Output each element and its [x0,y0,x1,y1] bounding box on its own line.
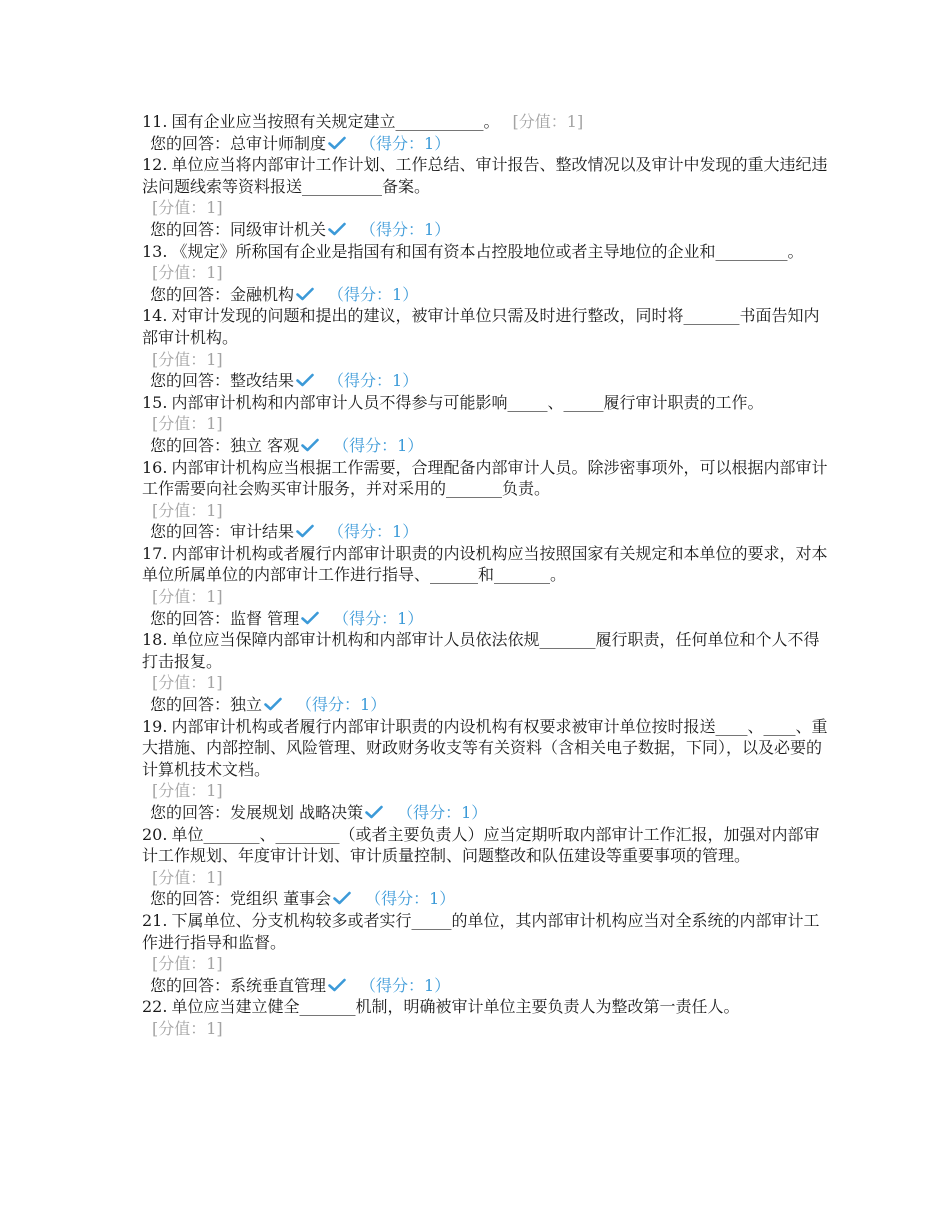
answer-prefix: 您的回答： [150,219,231,239]
points-label: （得分：1） [360,133,451,153]
answer-value: 金融机构 [230,284,295,304]
score-label: [分值：1] [152,1018,223,1038]
question-block [142,392,832,457]
question-block [142,457,832,543]
check-icon [296,373,314,387]
answer-prefix: 您的回答： [150,608,231,628]
points-label: （得分：1） [296,695,387,715]
answer-value: 审计结果 [230,522,295,542]
answer-line [142,435,832,457]
question-block [142,154,832,240]
answer-line [142,975,832,997]
question-block [142,111,832,154]
answer-prefix: 您的回答： [150,133,231,153]
question-number: 14. [142,306,168,326]
answer-line [142,694,832,716]
check-icon [301,611,319,625]
question-number: 22. [142,997,168,1017]
question-block [142,996,832,1039]
question-text [142,910,832,953]
question-text [142,392,832,414]
question-body: 单位应当保障内部审计机构和内部审计人员依法依规_______履行职责，任何单位和个人不得打击报复。 [142,630,820,671]
question-text [142,241,832,263]
answer-value: 独立 客观 [230,435,300,455]
score-label: [分值：1] [507,112,584,131]
answer-prefix: 您的回答： [150,803,231,822]
score-label: [分值：1] [152,349,223,369]
score-label: [分值：1] [152,673,223,693]
answer-line [142,133,832,155]
points-label: （得分：1） [365,889,456,909]
question-number: 20. [142,824,168,844]
question-body: 《规定》所称国有企业是指国有和国有资本占控股地位或者主导地位的企业和_________。 [171,241,804,261]
points-label: （得分：1） [333,435,424,455]
question-number: 11. [142,112,168,131]
question-number: 18. [142,630,168,650]
question-body: 单位_______、________（或者主要负责人）应当定期听取内部审计工作汇报，加强对内部审计工作规划、年度审计计划、审计质量控制、问题整改和队伍建设等重要事项的管理。 [142,824,820,866]
answer-line [142,370,832,392]
question-block [142,629,832,715]
question-block [142,910,832,996]
answer-line [142,608,832,630]
question-body: 内部审计机构应当根据工作需要，合理配备内部审计人员。除涉密事项外，可以根据内部审计工作需要向社会购买审计服务，并对采用的_______负责。 [142,457,828,499]
check-icon [264,697,282,711]
answer-line [142,521,832,543]
answer-value: 整改结果 [230,371,295,391]
question-text [142,996,832,1018]
score-label: [分值：1] [152,954,223,974]
question-number: 21. [142,910,168,930]
question-body: 国有企业应当按照有关规定建立___________。 [171,112,500,131]
question-body: 下属单位、分支机构较多或者实行_____的单位，其内部审计机构应当对全系统的内部审计工作进行指导和监督。 [142,910,820,952]
points-label: （得分：1） [333,608,424,628]
score-label: [分值：1] [152,781,223,801]
question-block [142,716,832,824]
score-label: [分值：1] [152,414,223,434]
question-block [142,824,832,910]
question-body: 内部审计机构和内部审计人员不得参与可能影响_____、_____履行审计职责的工作。 [171,392,764,412]
question-number: 12. [142,155,168,175]
check-icon [296,524,314,538]
score-label: [分值：1] [152,867,223,887]
question-body: 单位应当将内部审计工作计划、工作总结、审计报告、整改情况以及审计中发现的重大违纪违法问题线索等资料报送__________备案。 [142,155,828,196]
score-label: [分值：1] [152,500,223,520]
question-body: 内部审计机构或者履行内部审计职责的内设机构有权要求被审计单位按时报送____、____、重大措施、内部控制、风险管理、财政财务收支等有关资料（含相关电子数据，下同），以及必要的计算机技术文档。 [142,716,828,779]
check-icon [365,805,383,819]
answer-value: 监督 管理 [230,608,300,628]
answer-prefix: 您的回答： [150,371,231,391]
answer-value: 同级审计机关 [230,219,327,239]
question-number: 13. [142,241,168,261]
answer-value: 总审计师制度 [230,133,327,153]
answer-value: 发展规划 战略决策 [230,803,364,822]
question-number: 16. [142,457,168,477]
question-text [142,824,832,867]
points-label: （得分：1） [360,975,451,995]
answer-prefix: 您的回答： [150,284,231,304]
check-icon [333,891,351,905]
answer-prefix: 您的回答： [150,522,231,542]
answer-line [142,802,832,824]
points-label: （得分：1） [397,803,488,822]
question-text [142,111,832,133]
answer-prefix: 您的回答： [150,975,231,995]
check-icon [328,136,346,150]
answer-value: 系统垂直管理 [230,975,327,995]
answer-line [142,284,832,306]
question-body: 对审计发现的问题和提出的建议，被审计单位只需及时进行整改，同时将_______书面告知内部审计机构。 [142,306,820,347]
answer-prefix: 您的回答： [150,889,231,909]
points-label: （得分：1） [328,371,419,391]
question-block [142,305,832,391]
question-text [142,154,832,197]
question-body: 内部审计机构或者履行内部审计职责的内设机构应当按照国家有关规定和本单位的要求，对本单位所属单位的内部审计工作进行指导、______和_______。 [142,543,828,585]
answer-prefix: 您的回答： [150,695,231,715]
score-label: [分值：1] [152,198,223,218]
question-body: 单位应当建立健全_______机制，明确被审计单位主要负责人为整改第一责任人。 [171,997,740,1017]
check-icon [301,438,319,452]
answer-line [142,219,832,241]
question-block [142,543,832,629]
question-text [142,629,832,672]
question-text [142,305,832,348]
check-icon [328,978,346,992]
score-label: [分值：1] [152,587,223,607]
points-label: （得分：1） [328,522,419,542]
points-label: （得分：1） [328,284,419,304]
answer-value: 独立 [230,695,263,715]
question-text [142,716,832,781]
check-icon [328,222,346,236]
check-icon [296,287,314,301]
answer-line [142,888,832,910]
quiz-page [142,111,832,1040]
question-text [142,457,832,500]
question-number: 17. [142,543,168,563]
question-block [142,241,832,306]
answer-value: 党组织 董事会 [230,889,332,909]
answer-prefix: 您的回答： [150,435,231,455]
score-label: [分值：1] [152,263,223,283]
question-text [142,543,832,586]
question-number: 15. [142,392,168,412]
question-number: 19. [142,716,168,736]
points-label: （得分：1） [360,219,451,239]
